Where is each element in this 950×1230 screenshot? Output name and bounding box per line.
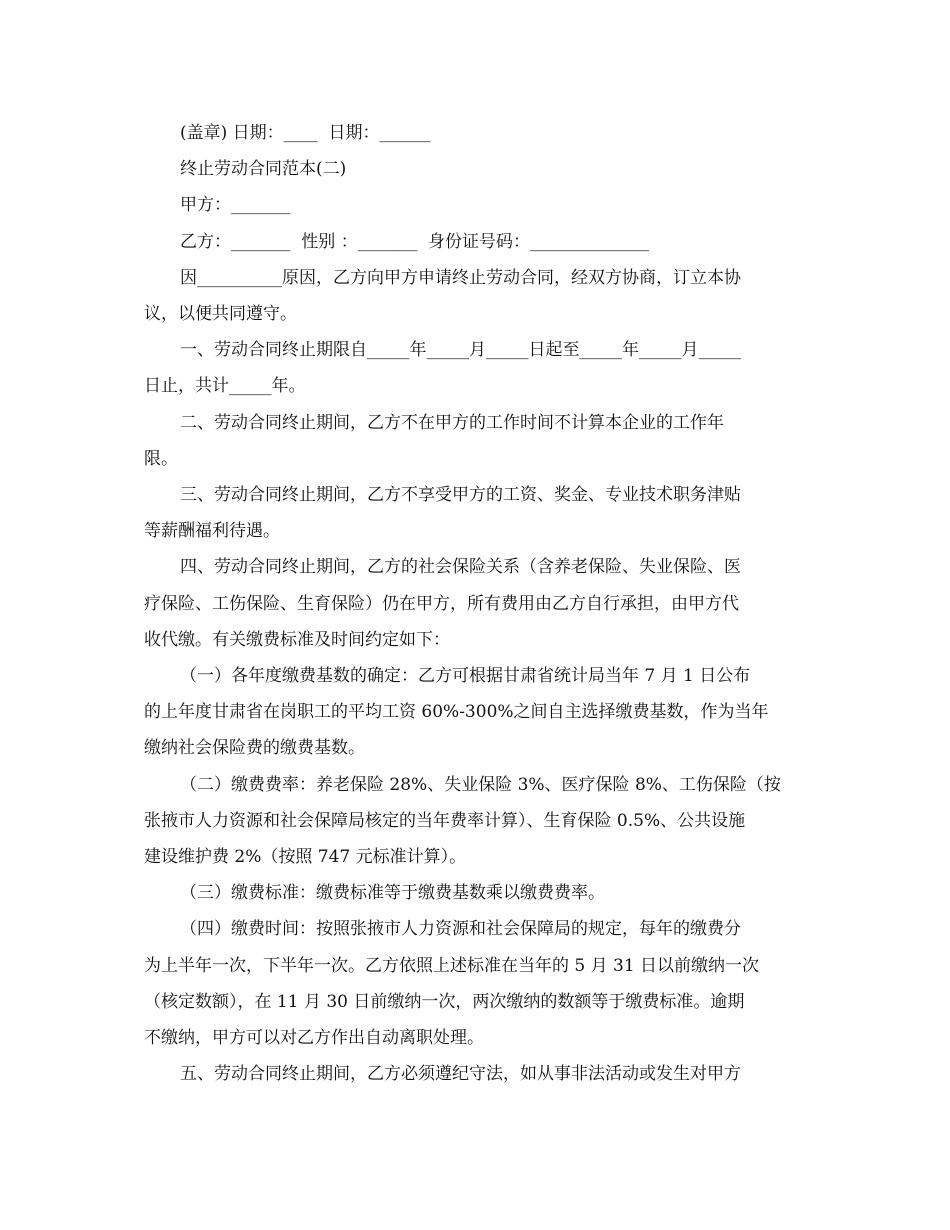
document-body: [144, 115, 806, 1092]
subclause-4-line: 为上半年一次，下半年一次。乙方依照上述标准在当年的 5 月 31 日以前缴纳一次: [144, 955, 760, 976]
subclause-2-line: （二）缴费费率：养老保险 28%、失业保险 3%、医疗保险 8%、工伤保险（按: [180, 774, 781, 795]
subclause-2-line: 建设维护费 2%（按照 747 元标准计算）。: [144, 847, 467, 868]
subclause-4-line: 不缴纳，甲方可以对乙方作出自动离职处理。: [144, 1028, 484, 1049]
paragraph-line: 因__________原因，乙方向甲方申请终止劳动合同，经双方协商，订立本协: [180, 267, 741, 288]
party-a-line: 甲方：_______: [180, 195, 291, 216]
subclause-1-line: 缴纳社会保险费的缴费基数。: [144, 738, 365, 759]
seal-date-line: (盖章) 日期：____ 日期：______: [180, 123, 431, 143]
clause-2-line: 限。: [144, 448, 178, 469]
clause-2-line: 二、劳动合同终止期间，乙方不在甲方的工作时间不计算本企业的工作年: [180, 412, 724, 433]
clause-5-line: 五、劳动合同终止期间，乙方必须遵纪守法，如从事非法活动或发生对甲方: [180, 1064, 741, 1085]
clause-4-line: 四、劳动合同终止期间，乙方的社会保险关系（含养老保险、失业保险、医: [180, 557, 741, 578]
clause-1-line: 日止，共计_____年。: [144, 376, 306, 397]
clause-1-line: 一、劳动合同终止期限自_____年_____月_____日起至_____年_____月_____: [180, 340, 741, 361]
clause-3-line: 等薪酬福利待遇。: [144, 521, 280, 542]
subclause-1-line: 的上年度甘肃省在岗职工的平均工资 60%-300%之间自主选择缴费基数，作为当年: [144, 702, 769, 723]
subclause-3-line: （三）缴费标准：缴费标准等于缴费基数乘以缴费费率。: [180, 883, 605, 904]
subclause-2-line: 张掖市人力资源和社会保障局核定的当年费率计算）、生育保险 0.5%、公共设施: [144, 810, 746, 831]
document-title: 终止劳动合同范本(二): [180, 159, 347, 180]
clause-4-line: 疗保险、工伤保险、生育保险）仍在甲方，所有费用由乙方自行承担，由甲方代: [144, 593, 739, 614]
subclause-1-line: （一）各年度缴费基数的确定：乙方可根据甘肃省统计局当年 7 月 1 日公布: [180, 666, 751, 687]
party-b-line: 乙方：_______ 性别 ：_______ 身份证号码：______________: [180, 231, 650, 252]
clause-3-line: 三、劳动合同终止期间，乙方不享受甲方的工资、奖金、专业技术职务津贴: [180, 485, 741, 506]
subclause-4-line: （核定数额），在 11 月 30 日前缴纳一次，两次缴纳的数额等于缴费标准。逾期: [144, 991, 745, 1012]
clause-4-line: 收代缴。有关缴费标准及时间约定如下：: [144, 629, 450, 650]
subclause-4-line: （四）缴费时间：按照张掖市人力资源和社会保障局的规定，每年的缴费分: [180, 919, 741, 940]
paragraph-line: 议，以便共同遵守。: [144, 304, 297, 325]
